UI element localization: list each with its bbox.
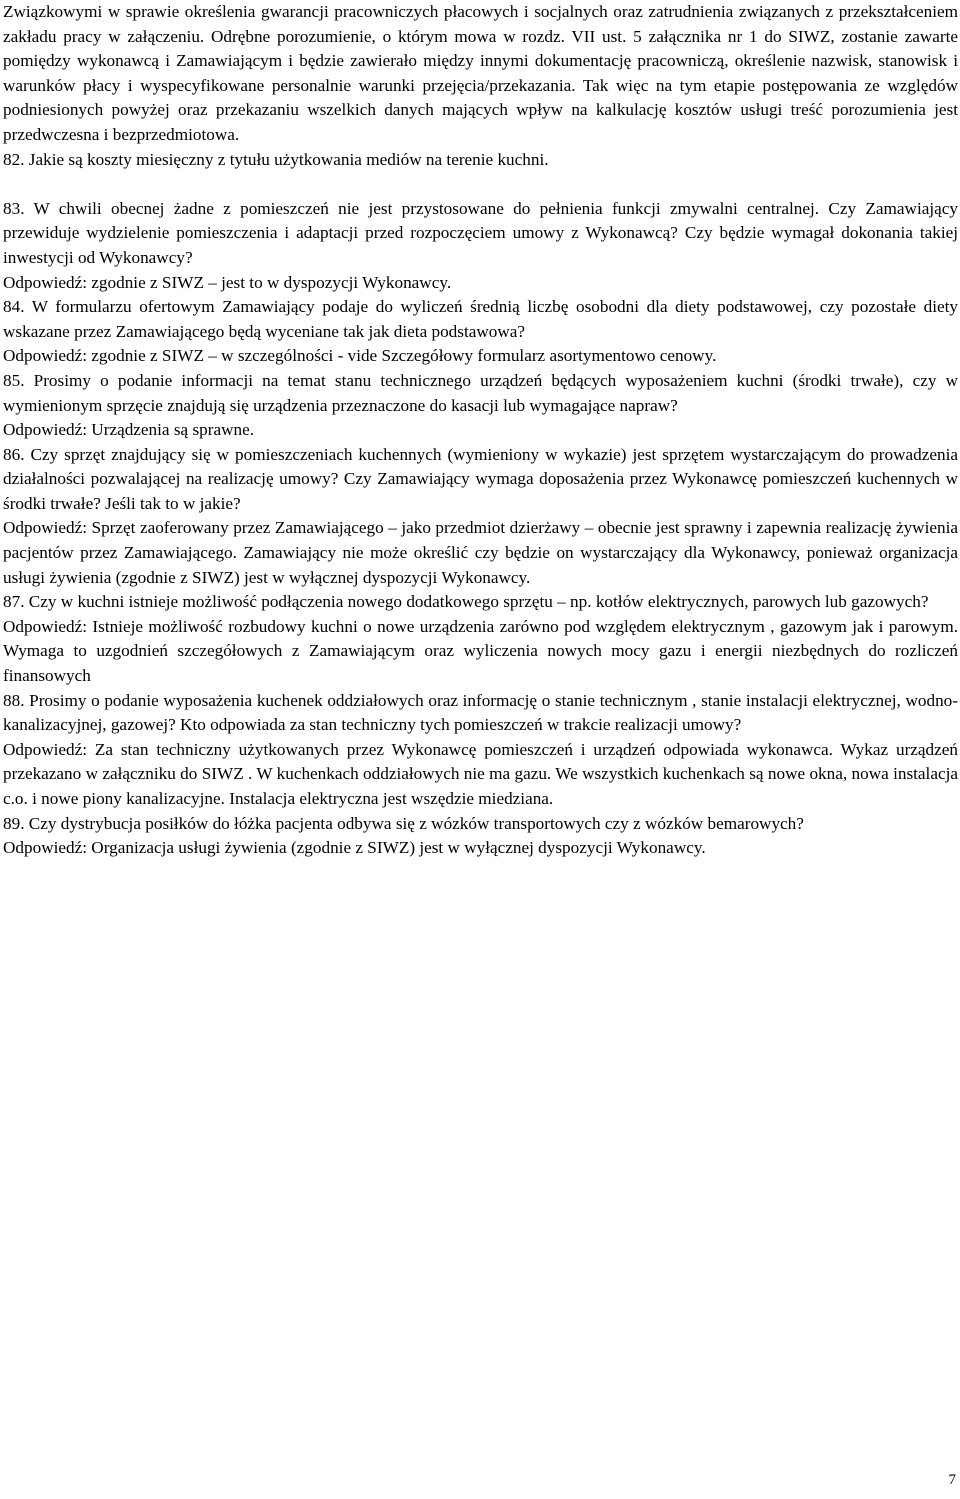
blank-answer-82	[3, 172, 958, 197]
answer-88: Odpowiedź: Za stan techniczny użytkowanych przez Wykonawcę pomieszczeń i urządzeń odpowiada wykonawca. Wykaz urządzeń przekazano w załączniku do SIWZ . W kuchenkach oddziałowych nie ma gazu. We wszystkich kuchenkach są nowe okna, nowa instalacja c.o. i nowe piony kanalizacyjne. Instalacja elektryczna jest wszędzie miedziana.	[3, 739, 958, 808]
question-85: 85. Prosimy o podanie informacji na temat stanu technicznego urządzeń będących wyposażeniem kuchni (środki trwałe), czy w wymienionym sprzęcie znajdują się urządzenia przeznaczone do kasacji lub wymagające napraw?	[3, 370, 958, 415]
question-87: 87. Czy w kuchni istnieje możliwość podłączenia nowego dodatkowego sprzętu – np. kotłów elektrycznych, parowych lub gazowych?	[3, 592, 929, 612]
page-number: 7	[948, 1472, 956, 1488]
answer-84: Odpowiedź: zgodnie z SIWZ – w szczególności - vide Szczegółowy formularz asortymentowo cenowy.	[3, 346, 717, 366]
answer-87: Odpowiedź: Istnieje możliwość rozbudowy kuchni o nowe urządzenia zarówno pod względem elektrycznym , gazowym jak i parowym. Wymaga to uzgodnień szczegółowych z Zamawiającym oraz wyliczenia nowych mocy gazu i energii niezbędnych do rozliczeń finansowych	[3, 616, 958, 686]
question-88: 88. Prosimy o podanie wyposażenia kuchenek oddziałowych oraz informację o stanie technicznym , stanie instalacji elektrycznej, wodno-kanalizacyjnej, gazowej? Kto odpowiada za stan techniczny tych pomieszczeń w trakcie realizacji umowy?	[3, 690, 958, 735]
question-86: 86. Czy sprzęt znajdujący się w pomieszczeniach kuchennych (wymieniony w wykazie) jest sprzętem wystarczającym do prowadzenia działalności pozwalającej na realizację umowy? Czy Zamawiający wymaga doposażenia przez Wykonawcę pomieszczeń kuchennych w środki trwałe? Jeśli tak to w jakie?	[3, 444, 958, 513]
answer-89: Odpowiedź: Organizacja usługi żywienia (zgodnie z SIWZ) jest w wyłącznej dyspozycji Wykonawcy.	[3, 838, 706, 858]
paragraph-continuation: Związkowymi w sprawie określenia gwarancji pracowniczych płacowych i socjalnych oraz zatrudnienia związanych z przekształceniem zakładu pracy w załączeniu. Odrębne porozumienie, o którym mowa w rozdz. VII ust. 5 załącznika nr 1 do SIWZ, zostanie zawarte pomiędzy wykonawcą i Zamawiającym i będzie zawierało między innymi dokumentację pracowniczą, określenie nazwisk, stanowisk i warunków płacy i wyspecyfikowane personalnie warunki przejęcia/przekazania. Tak więc na tym etapie postępowania ze względów podniesionych powyżej oraz przekazaniu wszelkich danych mających wpływ na kalkulację kosztów usługi treść porozumienia jest przedwczesna i bezprzedmiotowa.	[3, 2, 958, 144]
document-body	[3, 0, 958, 861]
answer-86: Odpowiedź: Sprzęt zaoferowany przez Zamawiającego – jako przedmiot dzierżawy – obecnie jest sprawny i zapewnia realizację żywienia pacjentów przez Zamawiającego. Zamawiający nie może określić czy będzie on wystarczający dla Wykonawcy, ponieważ organizacja usługi żywienia (zgodnie z SIWZ) jest w wyłącznej dyspozycji Wykonawcy.	[3, 518, 958, 587]
answer-85: Odpowiedź: Urządzenia są sprawne.	[3, 420, 255, 440]
question-83: 83. W chwili obecnej żadne z pomieszczeń nie jest przystosowane do pełnienia funkcji zmywalni centralnej. Czy Zamawiający przewiduje wydzielenie pomieszczenia i adaptacji przed rozpoczęciem umowy z Wykonawcą? Czy będzie wymagał dokonania takiej inwestycji od Wykonawcy?	[3, 198, 958, 267]
question-82: 82. Jakie są koszty miesięczny z tytułu użytkowania mediów na terenie kuchni.	[3, 149, 549, 169]
answer-83: Odpowiedź: zgodnie z SIWZ – jest to w dyspozycji Wykonawcy.	[3, 272, 452, 292]
question-84: 84. W formularzu ofertowym Zamawiający podaje do wyliczeń średnią liczbę osobodni dla diety podstawowej, czy pozostałe diety wskazane przez Zamawiającego będą wyceniane tak jak dieta podstawowa?	[3, 297, 958, 341]
question-89: 89. Czy dystrybucja posiłków do łóżka pacjenta odbywa się z wózków transportowych czy z wózków bemarowych?	[3, 813, 804, 833]
